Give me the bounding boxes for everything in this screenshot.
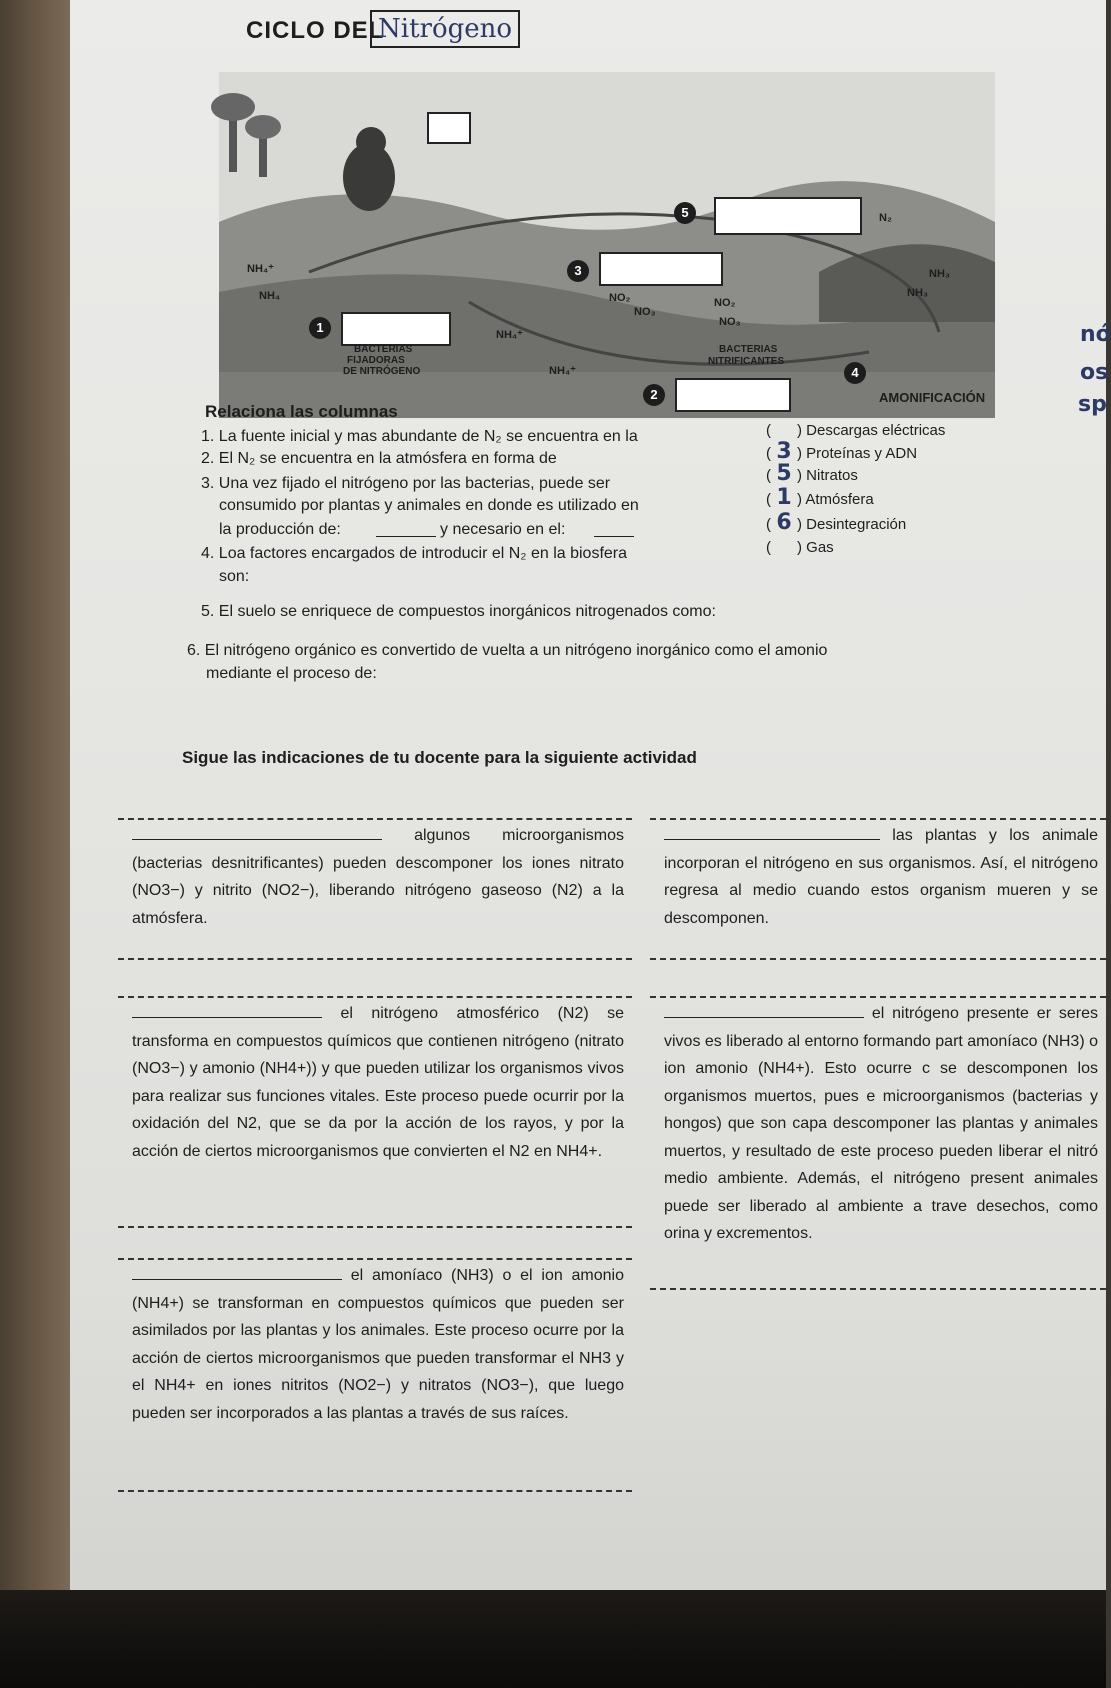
question-4-cont: son: xyxy=(219,568,250,585)
card-answer-blank[interactable] xyxy=(664,1017,864,1018)
option-row: ( 5 ) Nitratos xyxy=(766,461,858,486)
label-fixing-bacteria: FIJADORAS xyxy=(347,355,405,366)
label-nh4: NH₄⁺ xyxy=(247,263,274,275)
question-6: 6. El nitrógeno orgánico es convertido de vuelta a un nitrógeno inorgánico como el amonio xyxy=(187,642,828,659)
info-card-asimilacion xyxy=(650,818,1106,960)
label-n2: N₂ xyxy=(879,212,892,224)
info-card-fijacion xyxy=(118,996,632,1228)
question-3-prod: la producción de: xyxy=(219,521,341,538)
card-lead: las plantas y los animale xyxy=(892,827,1098,844)
card-answer-blank[interactable] xyxy=(132,1017,322,1018)
label-nh3: NH₃ xyxy=(929,268,950,280)
info-card-nitrificacion xyxy=(118,1258,632,1492)
answer-box-3[interactable] xyxy=(599,252,723,286)
worksheet-title: CICLO DEL xyxy=(246,17,385,44)
question-1: 1. La fuente inicial y mas abundante de N₂ se encuentra en la xyxy=(201,428,638,445)
section-heading-sigue: Sigue las indicaciones de tu docente para la siguiente actividad xyxy=(182,748,697,767)
question-3: 3. Una vez fijado el nitrógeno por las bacterias, puede ser xyxy=(201,475,611,492)
question-2: 2. El N₂ se encuentra en la atmósfera en forma de xyxy=(201,450,557,467)
nitrogen-cycle-diagram xyxy=(219,72,995,418)
margin-scribble: sp xyxy=(1078,392,1107,417)
card-body: (bacterias desnitrificantes) pueden descomponer los iones nitrato (NO3−) y nitrito (NO2−), liberando nitrógeno gaseoso (N2) a la atmósfera. xyxy=(132,854,624,927)
option-label: ) Atmósfera xyxy=(797,491,874,508)
label-no3: NO₃ xyxy=(634,306,656,318)
option-label: ) Nitratos xyxy=(797,467,858,484)
info-card-amonificacion xyxy=(650,996,1106,1290)
diagram-number-5: 5 xyxy=(674,202,696,224)
option-row: ( 1 ) Atmósfera xyxy=(766,485,874,510)
label-no3: NO₃ xyxy=(719,316,741,328)
option-row: ( 3 ) Proteínas y ADN xyxy=(766,439,918,464)
question-6-cont: mediante el proceso de: xyxy=(206,665,377,682)
card-lead: algunos microorganismos xyxy=(414,827,624,844)
card-answer-blank[interactable] xyxy=(664,839,880,840)
card-lead: el nitrógeno atmosférico (N2) se xyxy=(340,1005,625,1022)
label-no2: NO₂ xyxy=(714,297,736,309)
label-nitrifying-bacteria: BACTERIAS xyxy=(719,344,778,355)
option-answer[interactable]: 5 xyxy=(776,461,792,486)
option-answer[interactable]: 6 xyxy=(776,510,792,535)
card-answer-blank[interactable] xyxy=(132,839,382,840)
option-row: ( ) Gas xyxy=(766,539,834,556)
question-3-necesario: y necesario en el: xyxy=(440,521,566,538)
nitrogen-cycle-illustration xyxy=(219,72,995,418)
option-answer[interactable]: 3 xyxy=(776,439,792,464)
label-nh3: NH₃ xyxy=(907,287,928,299)
table-surface-bottom xyxy=(0,1590,1106,1688)
table-surface-left xyxy=(0,0,70,1600)
diagram-number-2: 2 xyxy=(643,384,665,406)
card-body: amonio (NH4+) se transforman en compuestos químicos que pueden ser asimilados por las plantas y los animales. Este proceso ocurre por la acción de ciertos microorganismos que pueden transformar el NH3 y el NH4+ en iones nitritos (NO2−) y nitratos (NO3−), que luego pueden ser incorporados a las plantas a través de sus raíces. xyxy=(132,1267,624,1422)
option-label: ) Descargas eléctricas xyxy=(797,422,946,439)
option-row: ( 6 ) Desintegración xyxy=(766,510,907,535)
label-fixing-bacteria: DE NITRÓGENO xyxy=(343,366,421,377)
card-lead: el nitrógeno presente er xyxy=(871,1005,1052,1022)
question-5: 5. El suelo se enriquece de compuestos inorgánicos nitrogenados como: xyxy=(201,603,716,620)
info-card-desnitrificacion xyxy=(118,818,632,960)
card-body: transforma en compuestos químicos que contienen nitrógeno (nitrato (NO3−) y amonio (NH4+)) y que pueden utilizar los organismos vivos para realizar sus funciones vitales. Este proceso puede ocurrir por la oxidación del N2, que se da por la acción de los rayos, y por la acción de ciertos microorganismos que convierten el N2 en NH4+. xyxy=(132,1032,624,1160)
worksheet-title-handwritten: Nitrógeno xyxy=(370,10,520,48)
option-label: ) Proteínas y ADN xyxy=(797,445,918,462)
label-nh4: NH₄ xyxy=(259,290,281,302)
diagram-number-4: 4 xyxy=(844,362,866,384)
option-answer[interactable]: 1 xyxy=(776,485,792,510)
card-lead: el amoníaco (NH3) o el ion xyxy=(350,1267,563,1284)
label-fixing-bacteria: BACTERIAS xyxy=(354,344,413,355)
label-nh4: NH₄⁺ xyxy=(496,329,523,341)
margin-scribble: os xyxy=(1080,360,1109,385)
question-3-cont: consumido por plantas y animales en donde es utilizado en xyxy=(219,497,639,514)
answer-box-5[interactable] xyxy=(714,197,862,235)
label-no2: NO₂ xyxy=(609,292,631,304)
label-nh4: NH₄⁺ xyxy=(549,365,576,377)
margin-scribble: nó xyxy=(1080,322,1111,347)
answer-box-1[interactable] xyxy=(341,312,451,346)
card-body: seres vivos es liberado al entorno formando part amoníaco (NH3) o ion amonio (NH4+). Esto ocurre c se descomponen los organismos muertos, pues e microorganismos (bacterias y hongos) que son capa descomponer las plantas y animales muertos, y resultado de este proceso pueden liberar el nitró medio ambiente. Además, el nitrógeno present animales puede ser liberado al ambiente a trave desechos, como orina y excrementos. xyxy=(664,1005,1098,1242)
option-row: ( ) Descargas eléctricas xyxy=(766,422,946,439)
answer-blank-necesario[interactable] xyxy=(594,536,634,537)
question-4: 4. Loa factores encargados de introducir el N₂ en la biosfera xyxy=(201,545,628,562)
card-body: incorporan el nitrógeno en sus organismos. Así, el nitrógeno regresa al medio cuando estos organism mueren y se descomponen. xyxy=(664,854,1098,927)
option-label: ) Desintegración xyxy=(797,516,907,533)
answer-box-top[interactable] xyxy=(427,112,471,144)
card-answer-blank[interactable] xyxy=(132,1279,342,1280)
answer-box-2[interactable] xyxy=(675,378,791,412)
section-heading-relaciona: Relaciona las columnas xyxy=(205,402,398,421)
diagram-number-3: 3 xyxy=(567,260,589,282)
option-label: ) Gas xyxy=(797,539,834,556)
label-amonificacion: AMONIFICACIÓN xyxy=(879,390,986,405)
diagram-number-1: 1 xyxy=(309,317,331,339)
answer-blank-produccion[interactable] xyxy=(376,536,436,537)
label-nitrifying-bacteria: NITRIFICANTES xyxy=(708,356,785,367)
